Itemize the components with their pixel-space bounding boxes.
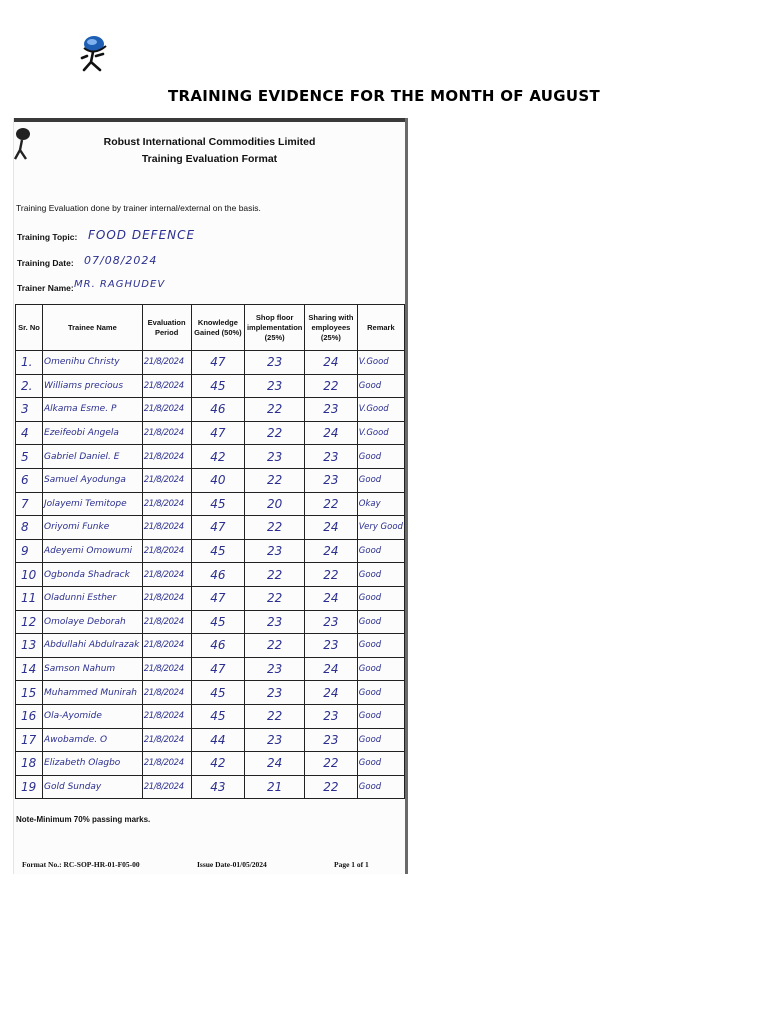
cell-sr-no: 12 xyxy=(16,610,43,634)
cell-sharing: 24 xyxy=(305,539,358,563)
cell-remark: Very Good xyxy=(357,516,404,540)
cell-trainee-name: Muhammed Munirah xyxy=(43,681,143,705)
table-row xyxy=(16,634,405,658)
table-row xyxy=(16,752,405,776)
training-topic-value: FOOD DEFENCE xyxy=(88,228,196,242)
scanned-evaluation-form xyxy=(13,118,408,874)
cell-remark: Good xyxy=(357,586,404,610)
cell-knowledge-gained: 47 xyxy=(191,421,245,445)
cell-remark: Good xyxy=(357,374,404,398)
cell-knowledge-gained: 45 xyxy=(191,539,245,563)
cell-sharing: 24 xyxy=(305,586,358,610)
cell-sr-no: 18 xyxy=(16,752,43,776)
cell-knowledge-gained: 47 xyxy=(191,516,245,540)
passing-note: Note-Minimum 70% passing marks. xyxy=(16,815,151,824)
page-number: Page 1 of 1 xyxy=(334,860,369,869)
cell-sharing: 22 xyxy=(305,374,358,398)
cell-evaluation-period: 21/8/2024 xyxy=(142,704,191,728)
cell-sr-no: 8 xyxy=(16,516,43,540)
cell-knowledge-gained: 40 xyxy=(191,468,245,492)
cell-evaluation-period: 21/8/2024 xyxy=(142,445,191,469)
table-row xyxy=(16,681,405,705)
cell-remark: Good xyxy=(357,634,404,658)
table-row xyxy=(16,516,405,540)
cell-shop-floor: 21 xyxy=(245,775,305,799)
cell-trainee-name: Omenihu Christy xyxy=(43,351,143,375)
cell-shop-floor: 24 xyxy=(245,752,305,776)
cell-trainee-name: Awobamde. O xyxy=(43,728,143,752)
cell-sr-no: 6 xyxy=(16,468,43,492)
cell-remark: Good xyxy=(357,681,404,705)
cell-shop-floor: 22 xyxy=(245,563,305,587)
cell-remark: Good xyxy=(357,752,404,776)
cell-sharing: 23 xyxy=(305,728,358,752)
cell-remark: Good xyxy=(357,539,404,563)
cell-trainee-name: Ola-Ayomide xyxy=(43,704,143,728)
cell-shop-floor: 22 xyxy=(245,586,305,610)
cell-sr-no: 5 xyxy=(16,445,43,469)
table-header-row xyxy=(16,305,405,351)
training-date-label: Training Date: xyxy=(17,258,74,268)
cell-sr-no: 9 xyxy=(16,539,43,563)
cell-sr-no: 19 xyxy=(16,775,43,799)
cell-sharing: 24 xyxy=(305,681,358,705)
cell-remark: V.Good xyxy=(357,351,404,375)
cell-knowledge-gained: 45 xyxy=(191,610,245,634)
table-row xyxy=(16,775,405,799)
cell-sr-no: 1. xyxy=(16,351,43,375)
cell-shop-floor: 23 xyxy=(245,728,305,752)
cell-sr-no: 4 xyxy=(16,421,43,445)
scan-edge xyxy=(14,118,405,122)
cell-remark: Good xyxy=(357,445,404,469)
cell-knowledge-gained: 46 xyxy=(191,563,245,587)
cell-trainee-name: Ezeifeobi Angela xyxy=(43,421,143,445)
cell-evaluation-period: 21/8/2024 xyxy=(142,681,191,705)
cell-evaluation-period: 21/8/2024 xyxy=(142,468,191,492)
cell-shop-floor: 23 xyxy=(245,445,305,469)
globe-person-logo-icon xyxy=(76,32,116,76)
cell-knowledge-gained: 46 xyxy=(191,634,245,658)
cell-knowledge-gained: 42 xyxy=(191,445,245,469)
format-number: Format No.: RC-SOP-HR-01-F05-00 xyxy=(22,860,140,869)
cell-trainee-name: Omolaye Deborah xyxy=(43,610,143,634)
cell-shop-floor: 22 xyxy=(245,421,305,445)
table-row xyxy=(16,468,405,492)
cell-sharing: 24 xyxy=(305,516,358,540)
table-row xyxy=(16,398,405,422)
cell-trainee-name: Gabriel Daniel. E xyxy=(43,445,143,469)
cell-shop-floor: 23 xyxy=(245,374,305,398)
cell-evaluation-period: 21/8/2024 xyxy=(142,586,191,610)
cell-sr-no: 13 xyxy=(16,634,43,658)
cell-trainee-name: Alkama Esme. P xyxy=(43,398,143,422)
header-knowledge-gained: Knowledge Gained (50%) xyxy=(191,305,245,351)
cell-sr-no: 14 xyxy=(16,657,43,681)
issue-date: Issue Date-01/05/2024 xyxy=(197,860,267,869)
cell-evaluation-period: 21/8/2024 xyxy=(142,492,191,516)
cell-knowledge-gained: 46 xyxy=(191,398,245,422)
cell-remark: V.Good xyxy=(357,421,404,445)
table-row xyxy=(16,539,405,563)
cell-trainee-name: Oriyomi Funke xyxy=(43,516,143,540)
trainer-name-value: MR. RAGHUDEV xyxy=(74,279,166,290)
evaluation-table xyxy=(15,304,405,799)
cell-shop-floor: 23 xyxy=(245,351,305,375)
cell-trainee-name: Ogbonda Shadrack xyxy=(43,563,143,587)
cell-sr-no: 15 xyxy=(16,681,43,705)
header-trainee-name: Trainee Name xyxy=(43,305,143,351)
table-row xyxy=(16,445,405,469)
cell-shop-floor: 23 xyxy=(245,610,305,634)
cell-remark: Good xyxy=(357,704,404,728)
cell-shop-floor: 22 xyxy=(245,516,305,540)
cell-knowledge-gained: 45 xyxy=(191,492,245,516)
cell-evaluation-period: 21/8/2024 xyxy=(142,634,191,658)
header-evaluation-period: Evaluation Period xyxy=(142,305,191,351)
cell-knowledge-gained: 43 xyxy=(191,775,245,799)
cell-evaluation-period: 21/8/2024 xyxy=(142,775,191,799)
cell-sharing: 23 xyxy=(305,704,358,728)
cell-trainee-name: Abdullahi Abdulrazak xyxy=(43,634,143,658)
header-remark: Remark xyxy=(357,305,404,351)
cell-trainee-name: Jolayemi Temitope xyxy=(43,492,143,516)
cell-sharing: 23 xyxy=(305,634,358,658)
cell-sharing: 23 xyxy=(305,398,358,422)
cell-evaluation-period: 21/8/2024 xyxy=(142,351,191,375)
cell-shop-floor: 22 xyxy=(245,634,305,658)
table-row xyxy=(16,374,405,398)
basis-text: Training Evaluation done by trainer internal/external on the basis. xyxy=(16,203,261,213)
cell-shop-floor: 22 xyxy=(245,704,305,728)
cell-sr-no: 11 xyxy=(16,586,43,610)
cell-evaluation-period: 21/8/2024 xyxy=(142,539,191,563)
cell-remark: Good xyxy=(357,563,404,587)
cell-remark: Good xyxy=(357,728,404,752)
cell-shop-floor: 23 xyxy=(245,539,305,563)
cell-trainee-name: Samuel Ayodunga xyxy=(43,468,143,492)
cell-sr-no: 3 xyxy=(16,398,43,422)
table-row xyxy=(16,421,405,445)
trainer-name-label: Trainer Name: xyxy=(17,283,74,293)
cell-knowledge-gained: 44 xyxy=(191,728,245,752)
cell-knowledge-gained: 45 xyxy=(191,374,245,398)
header-sr-no: Sr. No xyxy=(16,305,43,351)
cell-evaluation-period: 21/8/2024 xyxy=(142,563,191,587)
cell-remark: Good xyxy=(357,610,404,634)
cell-shop-floor: 22 xyxy=(245,468,305,492)
cell-sr-no: 10 xyxy=(16,563,43,587)
cell-remark: V.Good xyxy=(357,398,404,422)
table-row xyxy=(16,728,405,752)
cell-remark: Okay xyxy=(357,492,404,516)
cell-remark: Good xyxy=(357,775,404,799)
cell-sr-no: 16 xyxy=(16,704,43,728)
cell-sharing: 23 xyxy=(305,468,358,492)
cell-sharing: 23 xyxy=(305,445,358,469)
cell-evaluation-period: 21/8/2024 xyxy=(142,752,191,776)
header-shop-floor: Shop floor implementation (25%) xyxy=(245,305,305,351)
cell-evaluation-period: 21/8/2024 xyxy=(142,516,191,540)
table-row xyxy=(16,492,405,516)
cell-sr-no: 2. xyxy=(16,374,43,398)
cell-shop-floor: 23 xyxy=(245,657,305,681)
cell-sr-no: 7 xyxy=(16,492,43,516)
training-date-value: 07/08/2024 xyxy=(84,254,158,267)
cell-evaluation-period: 21/8/2024 xyxy=(142,610,191,634)
training-topic-label: Training Topic: xyxy=(17,232,78,242)
cell-sharing: 23 xyxy=(305,610,358,634)
table-row xyxy=(16,351,405,375)
cell-knowledge-gained: 47 xyxy=(191,657,245,681)
cell-remark: Good xyxy=(357,468,404,492)
cell-evaluation-period: 21/8/2024 xyxy=(142,657,191,681)
cell-sharing: 22 xyxy=(305,752,358,776)
table-row xyxy=(16,563,405,587)
table-row xyxy=(16,657,405,681)
table-row xyxy=(16,586,405,610)
cell-trainee-name: Adeyemi Omowumi xyxy=(43,539,143,563)
cell-trainee-name: Williams precious xyxy=(43,374,143,398)
cell-trainee-name: Samson Nahum xyxy=(43,657,143,681)
cell-knowledge-gained: 45 xyxy=(191,704,245,728)
cell-sharing: 24 xyxy=(305,351,358,375)
cell-shop-floor: 20 xyxy=(245,492,305,516)
cell-sharing: 22 xyxy=(305,492,358,516)
form-name: Training Evaluation Format xyxy=(141,153,278,165)
cell-trainee-name: Elizabeth Olagbo xyxy=(43,752,143,776)
cell-sr-no: 17 xyxy=(16,728,43,752)
cell-sharing: 24 xyxy=(305,657,358,681)
cell-evaluation-period: 21/8/2024 xyxy=(142,374,191,398)
cell-evaluation-period: 21/8/2024 xyxy=(142,421,191,445)
cell-knowledge-gained: 42 xyxy=(191,752,245,776)
page-title: TRAINING EVIDENCE FOR THE MONTH OF AUGUST xyxy=(168,87,600,105)
cell-sharing: 22 xyxy=(305,775,358,799)
cell-evaluation-period: 21/8/2024 xyxy=(142,728,191,752)
cell-trainee-name: Oladunni Esther xyxy=(43,586,143,610)
cell-evaluation-period: 21/8/2024 xyxy=(142,398,191,422)
cell-knowledge-gained: 47 xyxy=(191,351,245,375)
cell-shop-floor: 23 xyxy=(245,681,305,705)
table-row xyxy=(16,610,405,634)
table-row xyxy=(16,704,405,728)
cell-sharing: 24 xyxy=(305,421,358,445)
cell-knowledge-gained: 47 xyxy=(191,586,245,610)
cell-shop-floor: 22 xyxy=(245,398,305,422)
header-sharing: Sharing with employees (25%) xyxy=(305,305,358,351)
cell-trainee-name: Gold Sunday xyxy=(43,775,143,799)
company-name: Robust International Commodities Limited xyxy=(103,136,316,148)
cell-knowledge-gained: 45 xyxy=(191,681,245,705)
cell-remark: Good xyxy=(357,657,404,681)
cell-sharing: 22 xyxy=(305,563,358,587)
